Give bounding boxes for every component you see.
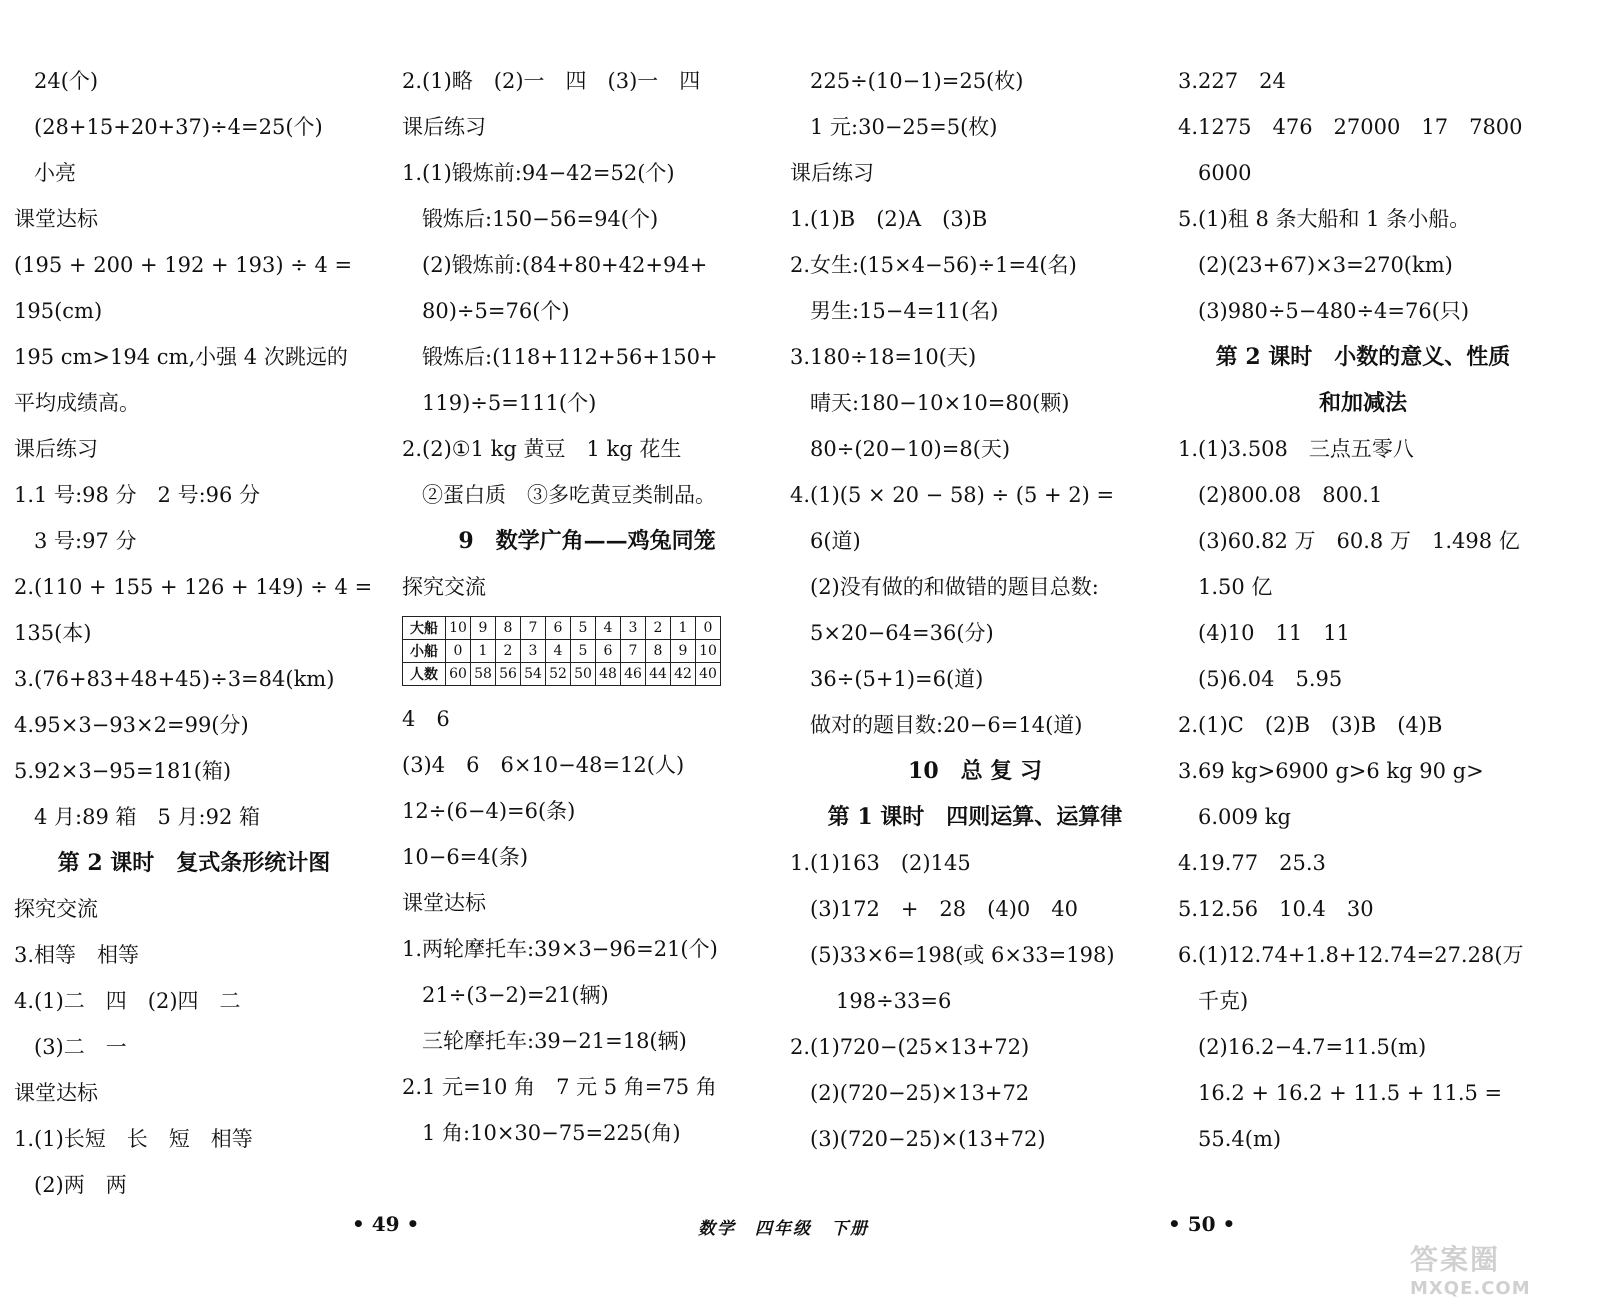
table-row xyxy=(403,617,721,640)
footer-title: 数学 四年级 下册 xyxy=(698,1219,869,1239)
table-cell: 0 xyxy=(446,640,471,663)
answer-line: 1.两轮摩托车:39×3−96=21(个) xyxy=(402,937,718,961)
answer-line: 1.(1)B (2)A (3)B xyxy=(790,207,988,231)
table-row-header: 小船 xyxy=(403,640,446,663)
table-cell: 50 xyxy=(571,663,596,686)
table-cell: 52 xyxy=(546,663,571,686)
table-cell: 1 xyxy=(671,617,696,640)
answer-line: (2)(720−25)×13+72 xyxy=(810,1081,1030,1105)
answer-line: 24(个) xyxy=(34,69,99,93)
lesson-heading: 第 2 课时 小数的意义、性质 xyxy=(1215,344,1511,370)
answer-line: 1.50 亿 xyxy=(1198,575,1273,599)
answer-line: 小亮 xyxy=(34,161,76,185)
answer-line: (2)两 两 xyxy=(34,1173,127,1197)
table-cell: 42 xyxy=(671,663,696,686)
table-cell: 58 xyxy=(471,663,496,686)
answer-line: 5×20−64=36(分) xyxy=(810,621,994,645)
answer-line: (3)(720−25)×(13+72) xyxy=(810,1127,1046,1151)
table-cell: 6 xyxy=(596,640,621,663)
answer-line: 晴天:180−10×10=80(颗) xyxy=(810,391,1070,415)
answer-line: 6(道) xyxy=(810,529,861,553)
answer-line: 1.(1)锻炼前:94−42=52(个) xyxy=(402,161,675,185)
answer-line: 平均成绩高。 xyxy=(14,391,140,415)
answer-line: 195 cm>194 cm,小强 4 次跳远的 xyxy=(14,345,348,369)
table-cell: 3 xyxy=(521,640,546,663)
answer-line: 2.(2)①1 kg 黄豆 1 kg 花生 xyxy=(402,437,682,461)
answer-line: 男生:15−4=11(名) xyxy=(810,299,999,323)
section-label: 课后练习 xyxy=(790,161,874,185)
boat-table xyxy=(402,616,721,686)
answer-line: (5)6.04 5.95 xyxy=(1198,667,1343,691)
table-cell: 7 xyxy=(521,617,546,640)
answer-line: 3.(76+83+48+45)÷3=84(km) xyxy=(14,667,335,691)
table-cell: 4 xyxy=(546,640,571,663)
answer-line: 80÷(20−10)=8(天) xyxy=(810,437,1011,461)
answer-line: (2)(23+67)×3=270(km) xyxy=(1198,253,1453,277)
table-cell: 2 xyxy=(496,640,521,663)
answer-line: 80)÷5=76(个) xyxy=(422,299,570,323)
answer-line: 6.(1)12.74+1.8+12.74=27.28(万 xyxy=(1178,943,1524,967)
answer-line: 5.(1)租 8 条大船和 1 条小船。 xyxy=(1178,207,1471,231)
answer-line: 3.69 kg>6900 g>6 kg 90 g> xyxy=(1178,759,1484,783)
table-row xyxy=(403,640,721,663)
watermark-text: 答案圈 xyxy=(1410,1243,1501,1276)
table-cell: 44 xyxy=(646,663,671,686)
answer-line: 36÷(5+1)=6(道) xyxy=(810,667,984,691)
table-cell: 46 xyxy=(621,663,646,686)
section-label: 课堂达标 xyxy=(14,207,98,231)
table-cell: 8 xyxy=(646,640,671,663)
answer-line: 4.(1)二 四 (2)四 二 xyxy=(14,989,241,1013)
answer-line: 6.009 kg xyxy=(1198,805,1291,829)
answer-line: 198÷33=6 xyxy=(836,989,952,1013)
answer-line: 119)÷5=111(个) xyxy=(422,391,597,415)
answer-line: (3)172 + 28 (4)0 40 xyxy=(810,897,1078,921)
answer-line: 2.1 元=10 角 7 元 5 角=75 角 xyxy=(402,1075,717,1099)
answer-line: 2.(1)C (2)B (3)B (4)B xyxy=(1178,713,1443,737)
lesson-heading: 和加减法 xyxy=(1318,390,1407,416)
answer-line: (2)没有做的和做错的题目总数: xyxy=(810,575,1099,599)
answer-line: 4 6 xyxy=(402,707,450,731)
answer-line: 1 角:10×30−75=225(角) xyxy=(422,1121,681,1145)
answer-line: 1 元:30−25=5(枚) xyxy=(810,115,998,139)
answer-line: 2.(1)略 (2)一 四 (3)一 四 xyxy=(402,69,701,93)
answer-line: 21÷(3−2)=21(辆) xyxy=(422,983,609,1007)
table-row xyxy=(403,663,721,686)
answer-line: 4.95×3−93×2=99(分) xyxy=(14,713,249,737)
answer-line: 12÷(6−4)=6(条) xyxy=(402,799,576,823)
answer-line: (3)二 一 xyxy=(34,1035,127,1059)
section-label: 课堂达标 xyxy=(14,1081,98,1105)
table-cell: 60 xyxy=(446,663,471,686)
table-cell: 5 xyxy=(571,617,596,640)
answer-line: 4.19.77 25.3 xyxy=(1178,851,1326,875)
lesson-heading: 第 1 课时 四则运算、运算律 xyxy=(827,804,1123,830)
answer-line: 2.(110 + 155 + 126 + 149) ÷ 4 = xyxy=(14,575,373,599)
answer-line: 5.12.56 10.4 30 xyxy=(1178,897,1374,921)
table-cell: 56 xyxy=(496,663,521,686)
table-cell: 9 xyxy=(471,617,496,640)
answer-line: (3)60.82 万 60.8 万 1.498 亿 xyxy=(1198,529,1520,553)
table-cell: 8 xyxy=(496,617,521,640)
answer-line: 6000 xyxy=(1198,161,1252,185)
answer-line: 5.92×3−95=181(箱) xyxy=(14,759,232,783)
section-label: 课后练习 xyxy=(402,115,486,139)
answer-line: (195 + 200 + 192 + 193) ÷ 4 = xyxy=(14,253,353,277)
answer-line: (5)33×6=198(或 6×33=198) xyxy=(810,943,1115,967)
section-label: 探究交流 xyxy=(14,897,98,921)
answer-line: (28+15+20+37)÷4=25(个) xyxy=(34,115,323,139)
answer-line: 16.2 + 16.2 + 11.5 + 11.5 = xyxy=(1198,1081,1503,1105)
answer-line: 2.女生:(15×4−56)÷1=4(名) xyxy=(790,253,1077,277)
table-cell: 0 xyxy=(696,617,721,640)
chapter-heading: 9 数学广角——鸡兔同笼 xyxy=(458,528,716,554)
answer-line: 3.180÷18=10(天) xyxy=(790,345,977,369)
column-4 xyxy=(1178,58,1548,1162)
watermark-url: MXQE.COM xyxy=(1410,1278,1531,1299)
answer-line: 4.1275 476 27000 17 7800 xyxy=(1178,115,1523,139)
answer-line: 195(cm) xyxy=(14,299,103,323)
table-cell: 7 xyxy=(621,640,646,663)
answer-line: 10−6=4(条) xyxy=(402,845,529,869)
table-cell: 5 xyxy=(571,640,596,663)
table-cell: 9 xyxy=(671,640,696,663)
table-cell: 48 xyxy=(596,663,621,686)
answer-line: 千克) xyxy=(1198,989,1249,1013)
answer-line: 3.227 24 xyxy=(1178,69,1286,93)
section-label: 课堂达标 xyxy=(402,891,486,915)
answer-line: 225÷(10−1)=25(枚) xyxy=(810,69,1024,93)
column-3 xyxy=(790,58,1160,1162)
answer-line: 2.(1)720−(25×13+72) xyxy=(790,1035,1030,1059)
section-label: 探究交流 xyxy=(402,575,486,599)
column-1 xyxy=(14,58,374,1208)
answer-line: 55.4(m) xyxy=(1198,1127,1282,1151)
page-number-right: • 50 • xyxy=(1168,1212,1236,1236)
answer-line: 135(本) xyxy=(14,621,92,645)
table-cell: 6 xyxy=(546,617,571,640)
answer-line: 做对的题目数:20−6=14(道) xyxy=(810,713,1083,737)
answer-line: 3.相等 相等 xyxy=(14,943,140,967)
answer-line: 4.(1)(5 × 20 − 58) ÷ (5 + 2) = xyxy=(790,483,1115,507)
lesson-heading: 第 2 课时 复式条形统计图 xyxy=(57,850,331,876)
page-number-left: • 49 • xyxy=(352,1212,420,1236)
table-row-header: 大船 xyxy=(403,617,446,640)
answer-line: (4)10 11 11 xyxy=(1198,621,1350,645)
table-cell: 2 xyxy=(646,617,671,640)
answer-line: (2)锻炼前:(84+80+42+94+ xyxy=(422,253,708,277)
answer-line: 1.(1)3.508 三点五零八 xyxy=(1178,437,1414,461)
table-cell: 10 xyxy=(696,640,721,663)
answer-line: 1.(1)长短 长 短 相等 xyxy=(14,1127,253,1151)
answer-line: 3 号:97 分 xyxy=(34,529,137,553)
answer-line: (2)16.2−4.7=11.5(m) xyxy=(1198,1035,1427,1059)
answer-line: 锻炼后:150−56=94(个) xyxy=(422,207,659,231)
table-cell: 3 xyxy=(621,617,646,640)
table-cell: 40 xyxy=(696,663,721,686)
answer-line: 4 月:89 箱 5 月:92 箱 xyxy=(34,805,261,829)
answer-line: (3)4 6 6×10−48=12(人) xyxy=(402,753,685,777)
table-cell: 54 xyxy=(521,663,546,686)
answer-line: 三轮摩托车:39−21=18(辆) xyxy=(422,1029,687,1053)
answer-line: 1.(1)163 (2)145 xyxy=(790,851,971,875)
answer-line: (3)980÷5−480÷4=76(只) xyxy=(1198,299,1470,323)
column-2 xyxy=(402,58,772,1156)
table-cell: 4 xyxy=(596,617,621,640)
answer-line: 锻炼后:(118+112+56+150+ xyxy=(422,345,718,369)
watermark-logo xyxy=(1410,1238,1590,1308)
table-cell: 10 xyxy=(446,617,471,640)
answer-line: 1.1 号:98 分 2 号:96 分 xyxy=(14,483,261,507)
table-row-header: 人数 xyxy=(403,663,446,686)
table-cell: 1 xyxy=(471,640,496,663)
chapter-heading: 10 总 复 习 xyxy=(908,758,1042,784)
answer-line: ②蛋白质 ③多吃黄豆类制品。 xyxy=(422,483,716,507)
section-label: 课后练习 xyxy=(14,437,98,461)
answer-line: (2)800.08 800.1 xyxy=(1198,483,1383,507)
